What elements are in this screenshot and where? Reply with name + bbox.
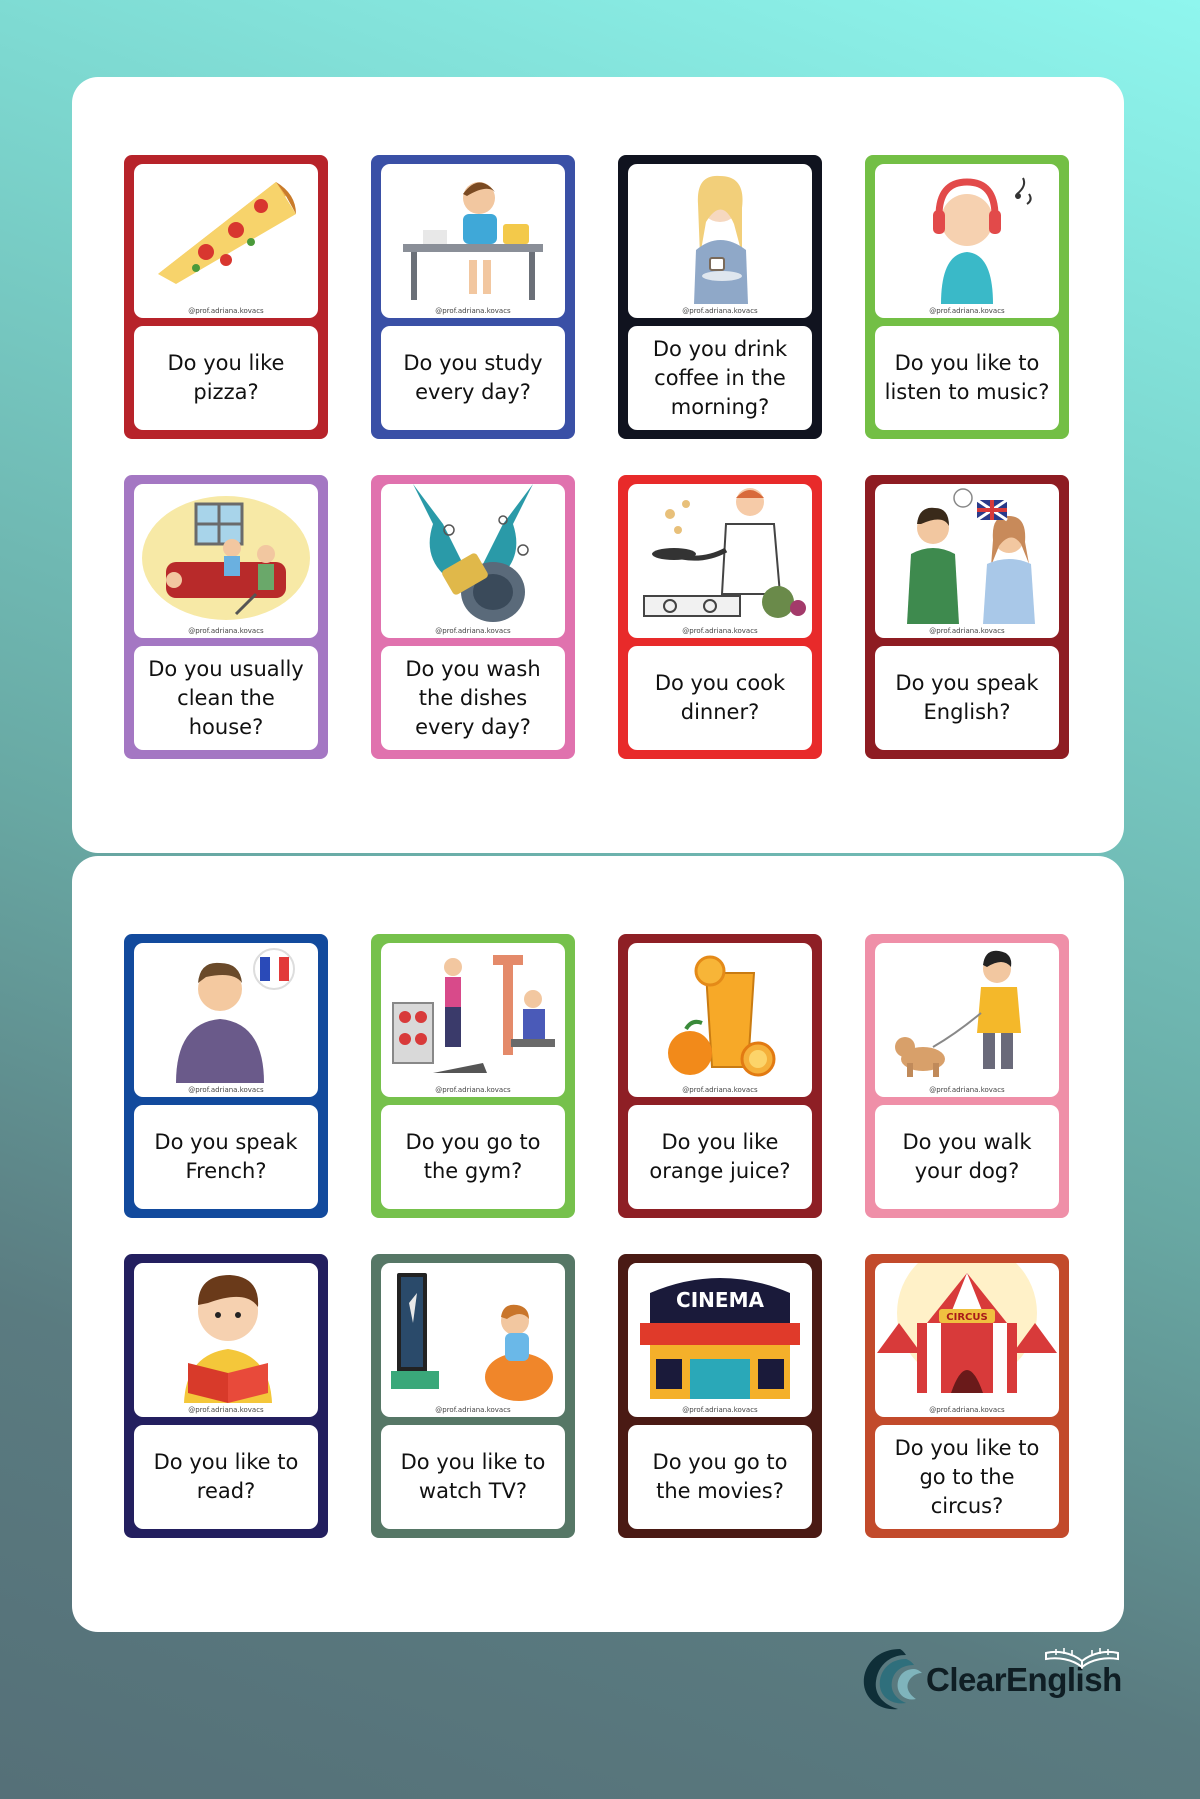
circus-tent-icon [875, 1263, 1059, 1403]
flashcard [865, 934, 1069, 1218]
flashcard [124, 934, 328, 1218]
card-question: Do you like pizza? [134, 326, 318, 430]
card-illustration [134, 164, 318, 318]
flashcard [371, 1254, 575, 1538]
orange-juice-icon [628, 943, 812, 1083]
flashcard [865, 1254, 1069, 1538]
card-question: Do you wash the dishes every day? [381, 646, 565, 750]
author-credit: @prof.adriana.kovacs [435, 1086, 511, 1094]
card-question: Do you speak English? [875, 646, 1059, 750]
watching-tv-icon [381, 1263, 565, 1403]
open-book-icon [1042, 1647, 1122, 1669]
flashcard [618, 934, 822, 1218]
card-illustration [875, 1263, 1059, 1417]
author-credit: @prof.adriana.kovacs [682, 1086, 758, 1094]
flashcard-sheet-1 [72, 77, 1124, 853]
flashcard [371, 934, 575, 1218]
card-question: Do you go to the gym? [381, 1105, 565, 1209]
brand-name: ClearEnglish [926, 1661, 1122, 1698]
card-grid [124, 155, 1069, 759]
card-illustration [381, 943, 565, 1097]
svg-text:CIRCUS: CIRCUS [946, 1312, 988, 1323]
speaking-english-icon [875, 484, 1059, 624]
studying-boy-icon [381, 164, 565, 304]
card-question: Do you usually clean the house? [134, 646, 318, 750]
card-illustration [628, 1263, 812, 1417]
reading-boy-icon [134, 1263, 318, 1403]
pizza-icon [134, 164, 318, 304]
cinema-icon [628, 1263, 812, 1403]
card-question: Do you drink coffee in the morning? [628, 326, 812, 430]
wave-logo-icon [856, 1643, 934, 1715]
author-credit: @prof.adriana.kovacs [435, 627, 511, 635]
flashcard [618, 1254, 822, 1538]
author-credit: @prof.adriana.kovacs [682, 627, 758, 635]
flashcard-sheet-2 [72, 856, 1124, 1632]
coffee-woman-icon [628, 164, 812, 304]
author-credit: @prof.adriana.kovacs [929, 1086, 1005, 1094]
card-question: Do you go to the movies? [628, 1425, 812, 1529]
music-headphones-icon [875, 164, 1059, 304]
card-illustration [628, 164, 812, 318]
svg-text:CINEMA: CINEMA [676, 1288, 764, 1312]
flashcard [124, 1254, 328, 1538]
author-credit: @prof.adriana.kovacs [188, 1086, 264, 1094]
card-illustration [134, 1263, 318, 1417]
author-credit: @prof.adriana.kovacs [929, 627, 1005, 635]
brand-logo [856, 1643, 1136, 1715]
card-question: Do you like to watch TV? [381, 1425, 565, 1529]
gym-icon [381, 943, 565, 1083]
flashcard [371, 475, 575, 759]
flashcard [865, 475, 1069, 759]
card-illustration [134, 943, 318, 1097]
dog-walking-icon [875, 943, 1059, 1083]
card-illustration [134, 484, 318, 638]
author-credit: @prof.adriana.kovacs [435, 307, 511, 315]
card-question: Do you cook dinner? [628, 646, 812, 750]
card-question: Do you walk your dog? [875, 1105, 1059, 1209]
author-credit: @prof.adriana.kovacs [929, 1406, 1005, 1414]
cooking-chef-icon [628, 484, 812, 624]
card-illustration [381, 1263, 565, 1417]
card-illustration [875, 943, 1059, 1097]
card-question: Do you like to listen to music? [875, 326, 1059, 430]
card-question: Do you like to read? [134, 1425, 318, 1529]
flashcard [618, 155, 822, 439]
flashcard [618, 475, 822, 759]
author-credit: @prof.adriana.kovacs [188, 627, 264, 635]
flashcard [865, 155, 1069, 439]
card-illustration [381, 164, 565, 318]
card-illustration [628, 484, 812, 638]
author-credit: @prof.adriana.kovacs [188, 307, 264, 315]
author-credit: @prof.adriana.kovacs [929, 307, 1005, 315]
card-illustration [628, 943, 812, 1097]
washing-dishes-icon [381, 484, 565, 624]
card-question: Do you study every day? [381, 326, 565, 430]
author-credit: @prof.adriana.kovacs [682, 307, 758, 315]
flashcard [124, 155, 328, 439]
french-man-icon [134, 943, 318, 1083]
card-illustration [381, 484, 565, 638]
cleaning-family-icon [134, 484, 318, 624]
card-grid [124, 934, 1069, 1538]
author-credit: @prof.adriana.kovacs [188, 1406, 264, 1414]
card-question: Do you like orange juice? [628, 1105, 812, 1209]
card-illustration [875, 164, 1059, 318]
card-question: Do you like to go to the circus? [875, 1425, 1059, 1529]
card-question: Do you speak French? [134, 1105, 318, 1209]
author-credit: @prof.adriana.kovacs [682, 1406, 758, 1414]
author-credit: @prof.adriana.kovacs [435, 1406, 511, 1414]
flashcard [124, 475, 328, 759]
card-illustration [875, 484, 1059, 638]
flashcard [371, 155, 575, 439]
